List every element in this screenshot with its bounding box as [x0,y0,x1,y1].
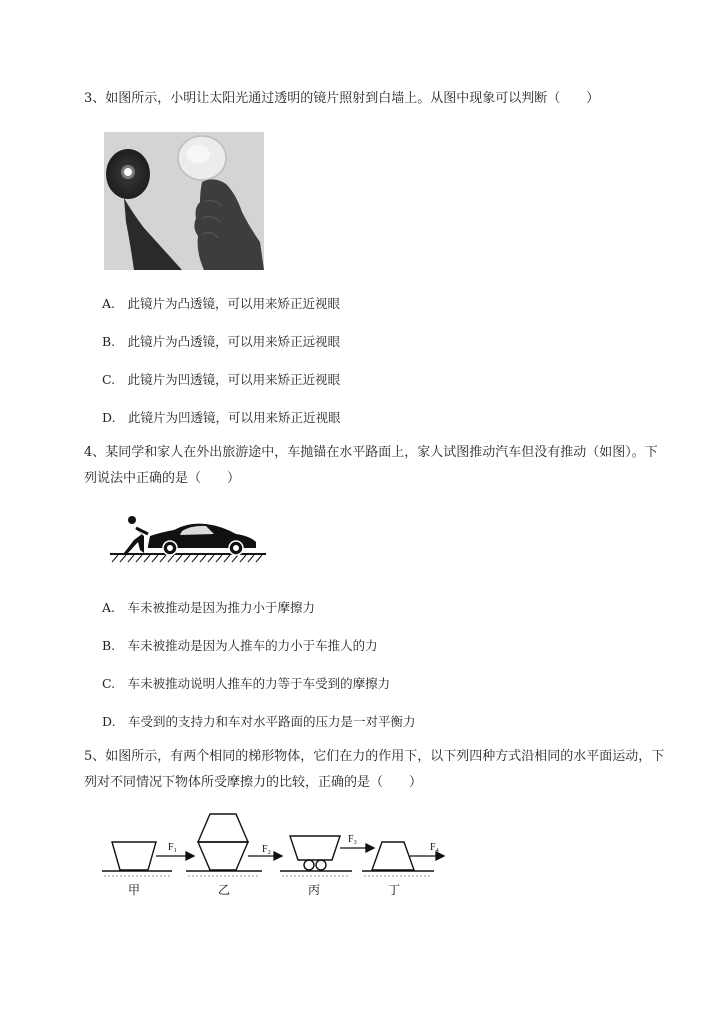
option-3a: A. 此镜片为凸透镜，可以用来矫正近视眼 [102,296,341,311]
option-4a: A. 车未被推动是因为推力小于摩擦力 [102,600,316,615]
option-4c: C. 车未被推动说明人推车的力等于车受到的摩擦力 [102,676,391,691]
force-label-f3: F₃ [348,834,358,845]
question-text: 如图所示，小明让太阳光通过透明的镜片照射到白墙上。从图中现象可以判断（ ） [105,91,600,106]
figure-label-yi: 乙 [218,883,231,897]
question-number: 3、 [84,91,106,106]
question-number: 4、 [84,445,106,460]
question-text: 某同学和家人在外出旅游途中，车抛锚在水平路面上，家人试图推动汽车但没有推动（如图）。下 [105,445,658,460]
question-3-stem [84,86,674,112]
force-label-f1: F₁ [168,842,178,853]
lens-photo-figure [104,132,264,270]
option-4d: D. 车受到的支持力和车对水平路面的压力是一对平衡力 [102,714,416,729]
figure-label-bing: 丙 [308,883,321,897]
force-label-f4: F₄ [430,842,440,853]
option-3d: D. 此镜片为凹透镜，可以用来矫正近视眼 [102,410,341,425]
option-4b: B. 车未被推动是因为人推车的力小于车推人的力 [102,638,378,653]
option-3b: B. 此镜片为凸透镜，可以用来矫正远视眼 [102,334,341,349]
question-text-line2: 列对不同情况下物体所受摩擦力的比较，正确的是（ ） [84,775,423,790]
force-label-f2: F₂ [262,844,272,855]
question-text-line2: 列说法中正确的是（ ） [84,471,241,486]
trapezoid-friction-figure [100,808,450,900]
option-3c: C. 此镜片为凹透镜，可以用来矫正近视眼 [102,372,341,387]
question-5-stem [84,744,674,796]
figure-label-jia: 甲 [128,883,141,897]
question-4-stem [84,440,674,492]
question-number: 5、 [84,749,106,764]
question-text: 如图所示，有两个相同的梯形物体，它们在力的作用下，以下列四种方式沿相同的水平面运动，下 [105,749,665,764]
figure-label-ding: 丁 [388,883,401,897]
push-car-figure [110,514,266,566]
